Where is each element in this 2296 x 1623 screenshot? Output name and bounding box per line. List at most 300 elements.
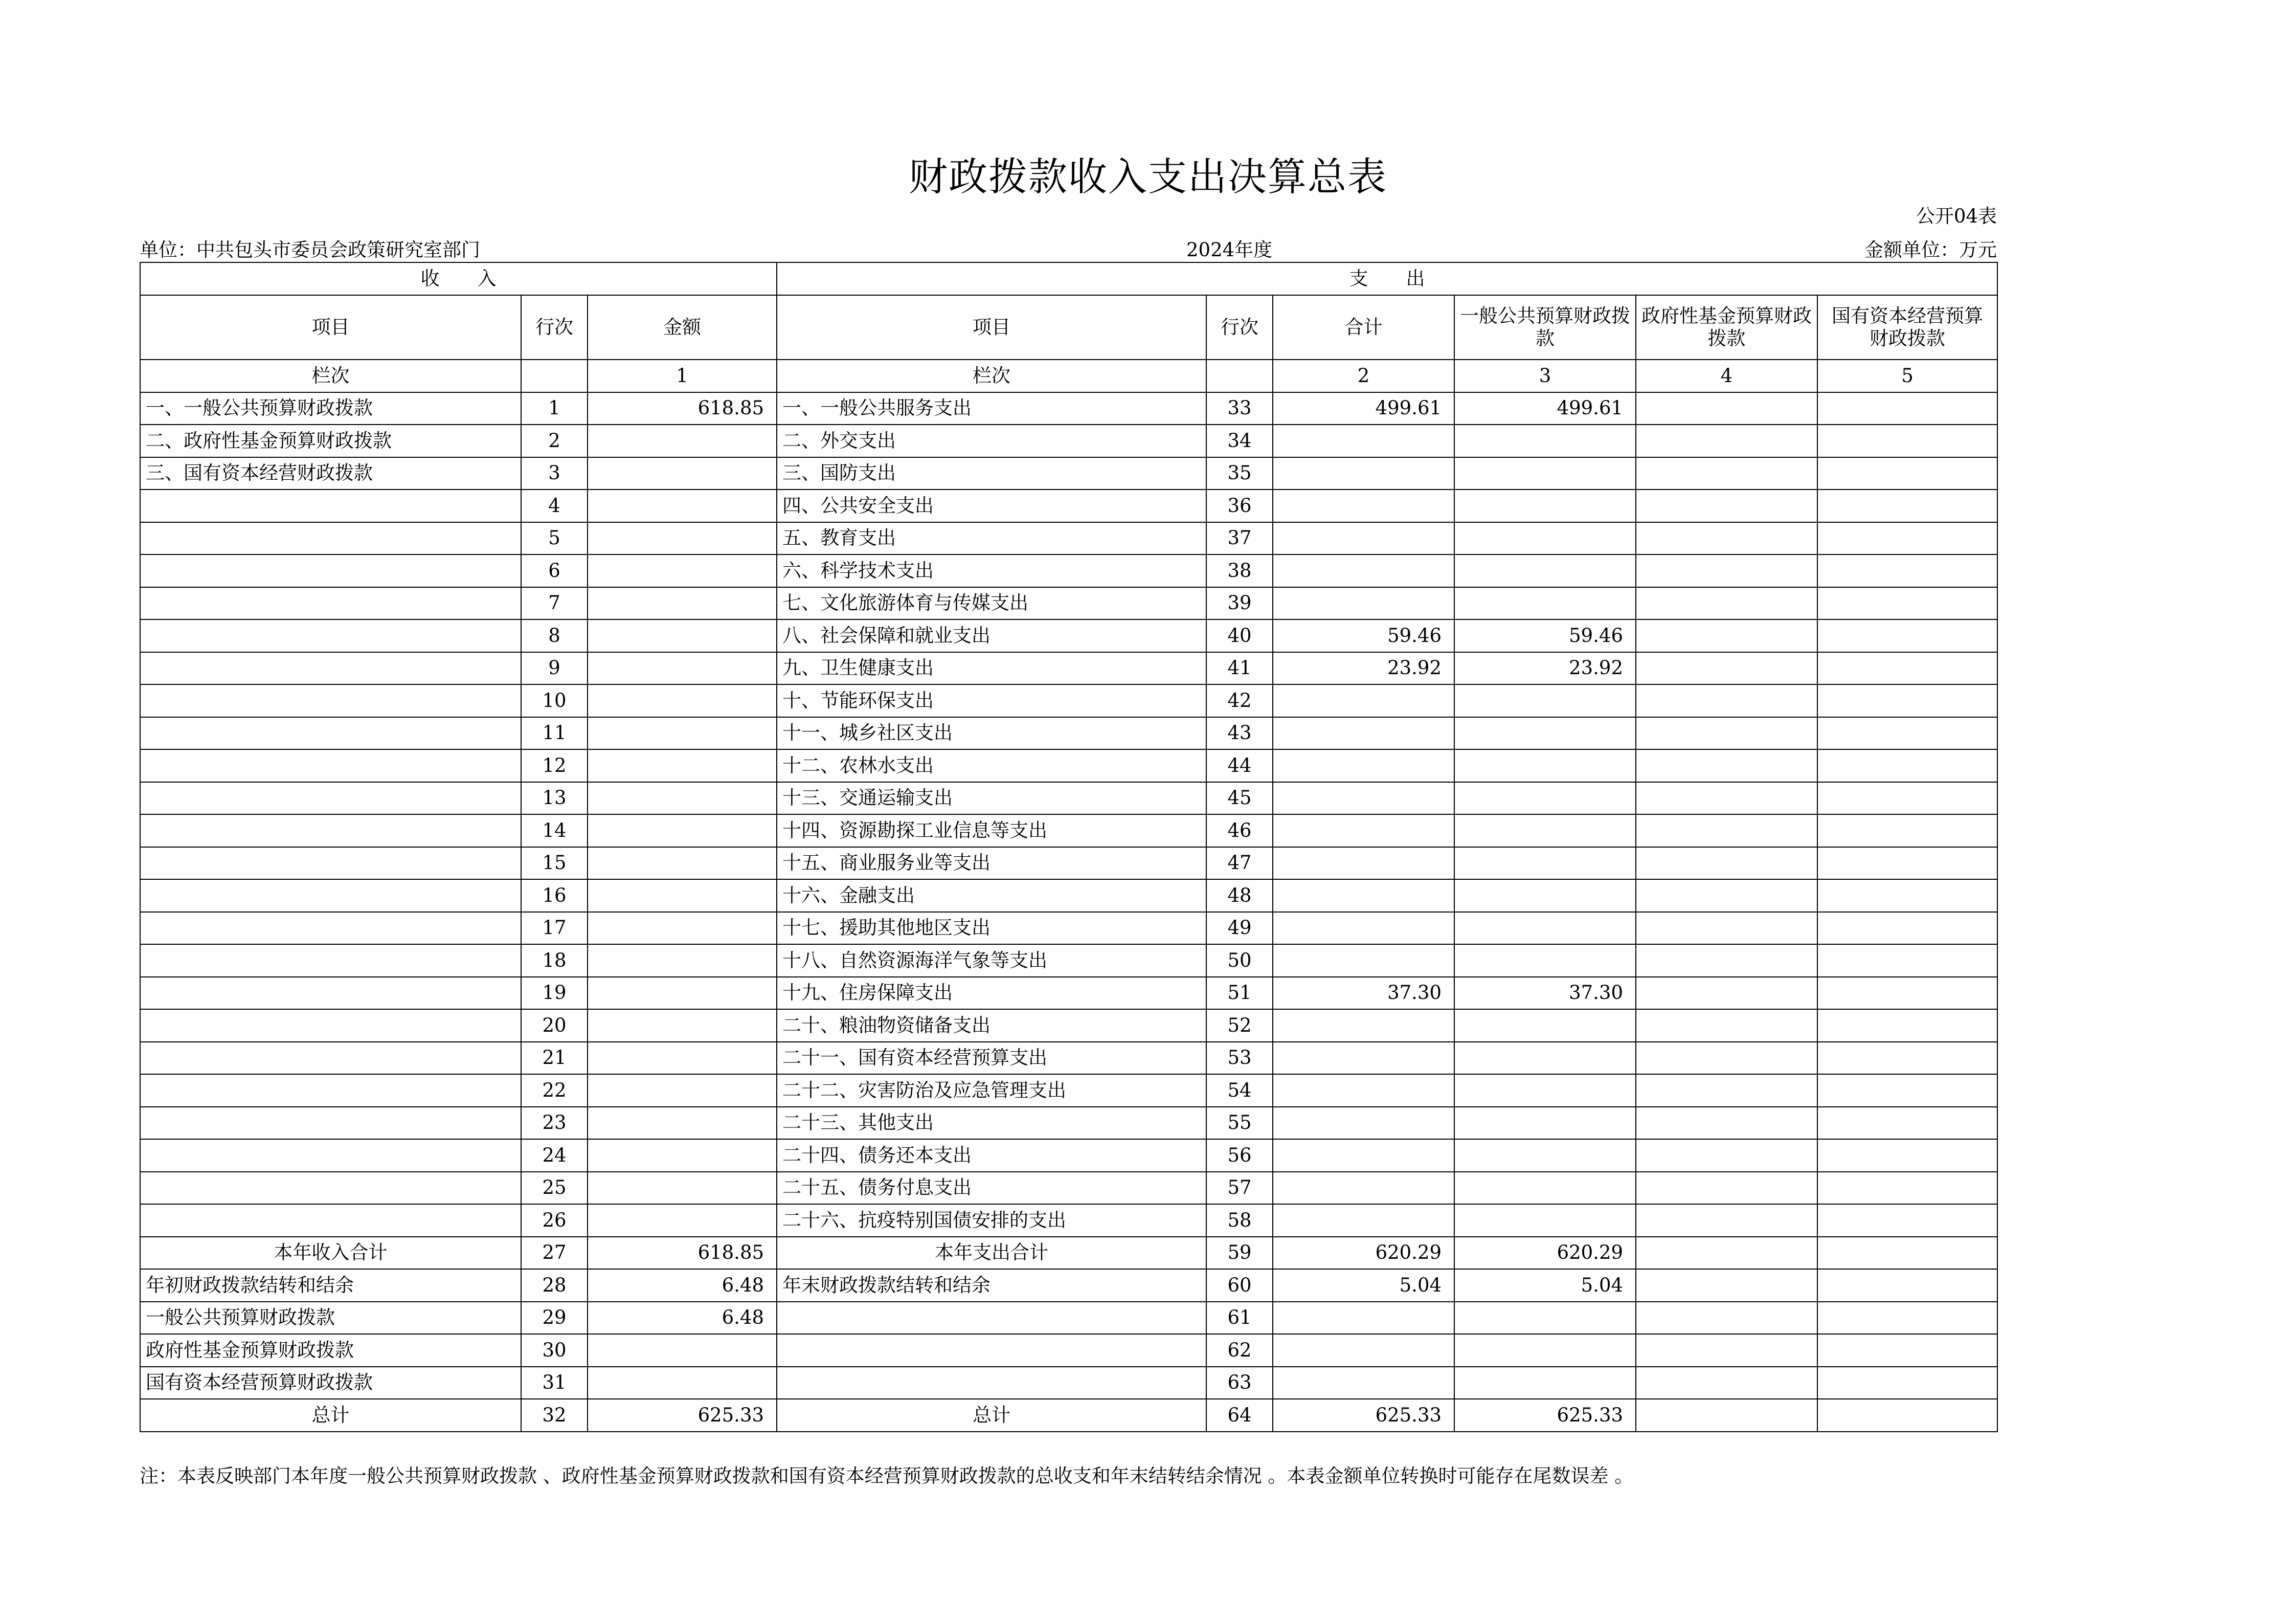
expense-fund-cell xyxy=(1636,587,1817,620)
expense-state-cell xyxy=(1817,425,1997,457)
expense-line-cell: 60 xyxy=(1206,1269,1273,1302)
table-row xyxy=(140,1009,1997,1042)
expense-line-cell: 48 xyxy=(1206,879,1273,912)
expense-fund-cell xyxy=(1636,1237,1817,1270)
expense-general-cell xyxy=(1454,1139,1636,1172)
expense-fund-cell xyxy=(1636,1009,1817,1042)
table-row xyxy=(140,1139,1997,1172)
expense-state-cell xyxy=(1817,1009,1997,1042)
expense-state-cell xyxy=(1817,522,1997,555)
expense-fund-cell xyxy=(1636,912,1817,945)
expense-state-cell xyxy=(1817,912,1997,945)
income-amount-cell xyxy=(588,717,777,750)
income-line-cell: 1 xyxy=(521,392,588,425)
income-line-cell: 27 xyxy=(521,1237,588,1270)
expense-general-cell: 5.04 xyxy=(1454,1269,1636,1302)
expense-total-cell xyxy=(1273,717,1454,750)
table-row xyxy=(140,587,1997,620)
expense-state-cell xyxy=(1817,847,1997,880)
expense-fund-cell xyxy=(1636,425,1817,457)
expense-state-cell xyxy=(1817,814,1997,847)
income-amount-cell xyxy=(588,944,777,977)
footnote: 注：本表反映部门本年度一般公共预算财政拨款 、政府性基金预算财政拨款和国有资本经营预算财政拨款的总收支和年末结转结余情况 。本表金额单位转换时可能存在尾数误差 。 xyxy=(140,1465,1634,1487)
income-line-cell: 5 xyxy=(521,522,588,555)
expense-total-cell xyxy=(1273,1074,1454,1107)
income-amount-cell xyxy=(588,652,777,685)
index-income-item: 栏次 xyxy=(140,360,521,392)
income-amount-cell xyxy=(588,912,777,945)
expense-line-cell: 34 xyxy=(1206,425,1273,457)
expense-state-cell xyxy=(1817,1269,1997,1302)
expense-item-cell: 十三、交通运输支出 xyxy=(777,782,1206,815)
column-index-row xyxy=(140,360,1997,392)
expense-item-cell: 十二、农林水支出 xyxy=(777,749,1206,782)
expense-fund-cell xyxy=(1636,944,1817,977)
expense-total-cell xyxy=(1273,1139,1454,1172)
expense-state-cell xyxy=(1817,944,1997,977)
expense-line-cell: 52 xyxy=(1206,1009,1273,1042)
table-row xyxy=(140,652,1997,685)
expense-fund-cell xyxy=(1636,554,1817,587)
expense-line-cell: 43 xyxy=(1206,717,1273,750)
expense-state-cell xyxy=(1817,1302,1997,1335)
income-line-cell: 4 xyxy=(521,490,588,522)
table-row xyxy=(140,1269,1997,1302)
column-header-row xyxy=(140,295,1997,360)
income-line-cell: 29 xyxy=(521,1302,588,1335)
table-row xyxy=(140,1302,1997,1335)
income-item-cell xyxy=(140,814,521,847)
income-item-cell xyxy=(140,684,521,717)
table-row xyxy=(140,879,1997,912)
income-line-cell: 17 xyxy=(521,912,588,945)
expense-state-cell xyxy=(1817,782,1997,815)
table-row xyxy=(140,490,1997,522)
expense-line-cell: 44 xyxy=(1206,749,1273,782)
table-row xyxy=(140,782,1997,815)
expense-item-cell: 二十五、债务付息支出 xyxy=(777,1172,1206,1205)
expense-total-cell xyxy=(1273,1302,1454,1335)
income-item-cell: 本年收入合计 xyxy=(140,1237,521,1270)
expense-item-cell: 十九、住房保障支出 xyxy=(777,977,1206,1010)
expense-state-cell xyxy=(1817,1172,1997,1205)
expense-line-cell: 49 xyxy=(1206,912,1273,945)
expense-total-cell xyxy=(1273,1334,1454,1367)
income-line-cell: 28 xyxy=(521,1269,588,1302)
income-line-cell: 9 xyxy=(521,652,588,685)
expense-item-cell: 八、社会保障和就业支出 xyxy=(777,619,1206,652)
expense-line-cell: 63 xyxy=(1206,1367,1273,1399)
expense-fund-cell xyxy=(1636,717,1817,750)
expense-item-cell: 十七、援助其他地区支出 xyxy=(777,912,1206,945)
expense-fund-cell xyxy=(1636,1334,1817,1367)
income-amount-cell xyxy=(588,1204,777,1237)
income-amount-cell xyxy=(588,587,777,620)
income-line-cell: 3 xyxy=(521,457,588,490)
expense-state-cell xyxy=(1817,554,1997,587)
income-line-cell: 15 xyxy=(521,847,588,880)
expense-item-cell: 十六、金融支出 xyxy=(777,879,1206,912)
table-row xyxy=(140,1074,1997,1107)
expense-total-cell: 625.33 xyxy=(1273,1399,1454,1432)
index-expense-total: 2 xyxy=(1273,360,1454,392)
expense-total-cell xyxy=(1273,684,1454,717)
expense-item-cell: 年末财政拨款结转和结余 xyxy=(777,1269,1206,1302)
table-row xyxy=(140,944,1997,977)
expense-general-cell xyxy=(1454,912,1636,945)
income-item-cell xyxy=(140,1172,521,1205)
expense-total-cell: 5.04 xyxy=(1273,1269,1454,1302)
income-amount-cell xyxy=(588,1107,777,1140)
expense-total-cell xyxy=(1273,1172,1454,1205)
expense-state-header: 国有资本经营预算财政拨款 xyxy=(1817,295,1997,360)
expense-general-cell: 37.30 xyxy=(1454,977,1636,1010)
expense-general-cell xyxy=(1454,1367,1636,1399)
expense-item-cell: 五、教育支出 xyxy=(777,522,1206,555)
expense-line-cell: 61 xyxy=(1206,1302,1273,1335)
table-row xyxy=(140,1204,1997,1237)
table-row xyxy=(140,1107,1997,1140)
income-amount-cell xyxy=(588,847,777,880)
expense-line-cell: 47 xyxy=(1206,847,1273,880)
expense-item-cell: 十八、自然资源海洋气象等支出 xyxy=(777,944,1206,977)
expense-line-cell: 57 xyxy=(1206,1172,1273,1205)
income-amount-cell xyxy=(588,457,777,490)
income-amount-cell xyxy=(588,1367,777,1399)
income-item-cell xyxy=(140,847,521,880)
expense-item-cell: 二十二、灾害防治及应急管理支出 xyxy=(777,1074,1206,1107)
expense-general-cell xyxy=(1454,425,1636,457)
income-amount-cell xyxy=(588,522,777,555)
expense-total-cell xyxy=(1273,587,1454,620)
income-line-cell: 18 xyxy=(521,944,588,977)
expense-general-cell xyxy=(1454,717,1636,750)
form-number: 公开04表 xyxy=(1916,205,1997,227)
expense-total-cell: 620.29 xyxy=(1273,1237,1454,1270)
expense-item-cell xyxy=(777,1302,1206,1335)
expense-item-cell: 二十六、抗疫特别国债安排的支出 xyxy=(777,1204,1206,1237)
expense-general-cell xyxy=(1454,1074,1636,1107)
expense-general-cell xyxy=(1454,554,1636,587)
income-item-cell xyxy=(140,1074,521,1107)
expense-total-cell xyxy=(1273,912,1454,945)
expense-total-cell xyxy=(1273,944,1454,977)
expense-state-cell xyxy=(1817,977,1997,1010)
expense-state-cell xyxy=(1817,490,1997,522)
expense-fund-cell xyxy=(1636,457,1817,490)
expense-line-cell: 56 xyxy=(1206,1139,1273,1172)
expense-general-cell xyxy=(1454,1172,1636,1205)
income-amount-cell xyxy=(588,1139,777,1172)
income-line-cell: 2 xyxy=(521,425,588,457)
year-label: 2024年度 xyxy=(1186,239,1273,261)
expense-total-cell xyxy=(1273,1204,1454,1237)
table-row xyxy=(140,847,1997,880)
income-item-cell: 一、一般公共预算财政拨款 xyxy=(140,392,521,425)
table-row xyxy=(140,1367,1997,1399)
expense-item-cell: 十四、资源勘探工业信息等支出 xyxy=(777,814,1206,847)
expense-item-cell: 二十、粮油物资储备支出 xyxy=(777,1009,1206,1042)
expense-state-cell xyxy=(1817,1334,1997,1367)
income-item-cell: 总计 xyxy=(140,1399,521,1432)
income-line-cell: 25 xyxy=(521,1172,588,1205)
expense-general-cell xyxy=(1454,490,1636,522)
expense-total-cell: 23.92 xyxy=(1273,652,1454,685)
income-amount-cell xyxy=(588,879,777,912)
expense-item-cell: 十五、商业服务业等支出 xyxy=(777,847,1206,880)
expense-line-cell: 36 xyxy=(1206,490,1273,522)
expense-line-cell: 50 xyxy=(1206,944,1273,977)
expense-total-cell xyxy=(1273,847,1454,880)
income-item-cell xyxy=(140,1107,521,1140)
expense-fund-cell xyxy=(1636,814,1817,847)
income-item-cell: 年初财政拨款结转和结余 xyxy=(140,1269,521,1302)
index-expense-state: 5 xyxy=(1817,360,1997,392)
expense-total-cell xyxy=(1273,522,1454,555)
income-line-header: 行次 xyxy=(521,295,588,360)
income-line-cell: 11 xyxy=(521,717,588,750)
income-line-cell: 16 xyxy=(521,879,588,912)
income-item-cell xyxy=(140,652,521,685)
expense-general-cell: 499.61 xyxy=(1454,392,1636,425)
expense-item-cell: 一、一般公共服务支出 xyxy=(777,392,1206,425)
income-amount-cell: 6.48 xyxy=(588,1269,777,1302)
expense-total-cell: 59.46 xyxy=(1273,619,1454,652)
expense-fund-cell xyxy=(1636,1269,1817,1302)
expense-fund-cell xyxy=(1636,684,1817,717)
income-line-cell: 31 xyxy=(521,1367,588,1399)
income-line-cell: 20 xyxy=(521,1009,588,1042)
index-expense-general: 3 xyxy=(1454,360,1636,392)
expense-fund-header: 政府性基金预算财政拨款 xyxy=(1636,295,1817,360)
expense-item-cell: 二十三、其他支出 xyxy=(777,1107,1206,1140)
expense-fund-cell xyxy=(1636,1139,1817,1172)
index-expense-line xyxy=(1206,360,1273,392)
index-income-amount: 1 xyxy=(588,360,777,392)
table-row xyxy=(140,814,1997,847)
expense-total-cell: 499.61 xyxy=(1273,392,1454,425)
income-amount-cell xyxy=(588,1334,777,1367)
expense-fund-cell xyxy=(1636,847,1817,880)
expense-state-cell xyxy=(1817,1107,1997,1140)
income-amount-cell xyxy=(588,782,777,815)
expense-general-cell xyxy=(1454,587,1636,620)
expense-state-cell xyxy=(1817,1042,1997,1075)
income-item-cell xyxy=(140,587,521,620)
table-row xyxy=(140,977,1997,1010)
expense-general-cell xyxy=(1454,457,1636,490)
income-item-cell xyxy=(140,554,521,587)
income-section-header: 收 入 xyxy=(140,262,777,295)
expense-line-cell: 33 xyxy=(1206,392,1273,425)
expense-total-cell xyxy=(1273,1042,1454,1075)
expense-line-cell: 51 xyxy=(1206,977,1273,1010)
expense-item-cell xyxy=(777,1367,1206,1399)
income-line-cell: 19 xyxy=(521,977,588,1010)
table-row xyxy=(140,912,1997,945)
expense-line-cell: 35 xyxy=(1206,457,1273,490)
income-amount-cell: 618.85 xyxy=(588,1237,777,1270)
income-item-cell xyxy=(140,1204,521,1237)
expense-line-cell: 62 xyxy=(1206,1334,1273,1367)
table-row xyxy=(140,457,1997,490)
expense-state-cell xyxy=(1817,1204,1997,1237)
expense-total-cell xyxy=(1273,554,1454,587)
expense-line-cell: 46 xyxy=(1206,814,1273,847)
index-expense-fund: 4 xyxy=(1636,360,1817,392)
income-item-cell xyxy=(140,879,521,912)
expense-state-cell xyxy=(1817,587,1997,620)
expense-line-header: 行次 xyxy=(1206,295,1273,360)
expense-fund-cell xyxy=(1636,1302,1817,1335)
expense-general-cell: 620.29 xyxy=(1454,1237,1636,1270)
table-row xyxy=(140,1042,1997,1075)
income-amount-cell xyxy=(588,1074,777,1107)
expense-line-cell: 64 xyxy=(1206,1399,1273,1432)
income-item-cell xyxy=(140,977,521,1010)
income-item-cell: 政府性基金预算财政拨款 xyxy=(140,1334,521,1367)
table-row xyxy=(140,684,1997,717)
income-amount-cell: 618.85 xyxy=(588,392,777,425)
income-line-cell: 6 xyxy=(521,554,588,587)
expense-line-cell: 55 xyxy=(1206,1107,1273,1140)
table-row xyxy=(140,522,1997,555)
expense-line-cell: 53 xyxy=(1206,1042,1273,1075)
income-line-cell: 7 xyxy=(521,587,588,620)
index-expense-item: 栏次 xyxy=(777,360,1206,392)
income-item-cell: 二、政府性基金预算财政拨款 xyxy=(140,425,521,457)
income-item-cell xyxy=(140,912,521,945)
expense-general-cell xyxy=(1454,1204,1636,1237)
expense-fund-cell xyxy=(1636,1107,1817,1140)
expense-state-cell xyxy=(1817,717,1997,750)
income-amount-header: 金额 xyxy=(588,295,777,360)
expense-total-cell xyxy=(1273,879,1454,912)
expense-line-cell: 39 xyxy=(1206,587,1273,620)
expense-state-cell xyxy=(1817,1367,1997,1399)
expense-fund-cell xyxy=(1636,977,1817,1010)
expense-line-cell: 45 xyxy=(1206,782,1273,815)
income-line-cell: 21 xyxy=(521,1042,588,1075)
expense-item-cell: 二、外交支出 xyxy=(777,425,1206,457)
expense-state-cell xyxy=(1817,652,1997,685)
table-row xyxy=(140,425,1997,457)
income-line-cell: 23 xyxy=(521,1107,588,1140)
expense-section-header: 支 出 xyxy=(777,262,1997,295)
income-item-cell xyxy=(140,619,521,652)
income-amount-cell xyxy=(588,749,777,782)
income-item-cell xyxy=(140,522,521,555)
expense-fund-cell xyxy=(1636,619,1817,652)
expense-state-cell xyxy=(1817,619,1997,652)
expense-fund-cell xyxy=(1636,522,1817,555)
expense-item-cell: 二十四、债务还本支出 xyxy=(777,1139,1206,1172)
income-item-cell: 三、国有资本经营财政拨款 xyxy=(140,457,521,490)
expense-fund-cell xyxy=(1636,490,1817,522)
expense-general-cell xyxy=(1454,522,1636,555)
expense-total-header: 合计 xyxy=(1273,295,1454,360)
expense-general-cell xyxy=(1454,1302,1636,1335)
expense-item-cell: 十、节能环保支出 xyxy=(777,684,1206,717)
income-item-cell xyxy=(140,944,521,977)
expense-general-cell: 59.46 xyxy=(1454,619,1636,652)
unit-label: 单位：中共包头市委员会政策研究室部门 xyxy=(140,239,480,261)
expense-item-cell: 总计 xyxy=(777,1399,1206,1432)
expense-general-cell xyxy=(1454,847,1636,880)
income-item-cell xyxy=(140,782,521,815)
expense-state-cell xyxy=(1817,1139,1997,1172)
expense-general-cell xyxy=(1454,749,1636,782)
income-amount-cell xyxy=(588,1042,777,1075)
income-amount-cell: 6.48 xyxy=(588,1302,777,1335)
expense-general-header: 一般公共预算财政拨款 xyxy=(1454,295,1636,360)
expense-general-cell xyxy=(1454,1042,1636,1075)
expense-item-cell: 九、卫生健康支出 xyxy=(777,652,1206,685)
expense-state-cell xyxy=(1817,1074,1997,1107)
expense-item-cell: 本年支出合计 xyxy=(777,1237,1206,1270)
table-row xyxy=(140,1237,1997,1270)
expense-fund-cell xyxy=(1636,1204,1817,1237)
expense-general-cell xyxy=(1454,1107,1636,1140)
expense-state-cell xyxy=(1817,1399,1997,1432)
income-amount-cell xyxy=(588,814,777,847)
income-amount-cell xyxy=(588,977,777,1010)
expense-fund-cell xyxy=(1636,1172,1817,1205)
budget-table xyxy=(140,262,1998,1432)
expense-item-cell: 六、科学技术支出 xyxy=(777,554,1206,587)
expense-item-cell xyxy=(777,1334,1206,1367)
table-row xyxy=(140,554,1997,587)
expense-state-cell xyxy=(1817,749,1997,782)
income-item-header: 项目 xyxy=(140,295,521,360)
index-income-line xyxy=(521,360,588,392)
expense-total-cell xyxy=(1273,814,1454,847)
expense-item-cell: 三、国防支出 xyxy=(777,457,1206,490)
expense-general-cell xyxy=(1454,1334,1636,1367)
expense-line-cell: 42 xyxy=(1206,684,1273,717)
expense-fund-cell xyxy=(1636,1367,1817,1399)
expense-fund-cell xyxy=(1636,652,1817,685)
income-item-cell xyxy=(140,490,521,522)
expense-state-cell xyxy=(1817,879,1997,912)
income-line-cell: 10 xyxy=(521,684,588,717)
expense-line-cell: 59 xyxy=(1206,1237,1273,1270)
expense-state-cell xyxy=(1817,1237,1997,1270)
table-row xyxy=(140,619,1997,652)
table-row xyxy=(140,717,1997,750)
income-line-cell: 24 xyxy=(521,1139,588,1172)
income-amount-cell xyxy=(588,619,777,652)
expense-general-cell xyxy=(1454,1009,1636,1042)
income-line-cell: 8 xyxy=(521,619,588,652)
expense-state-cell xyxy=(1817,457,1997,490)
expense-total-cell xyxy=(1273,1107,1454,1140)
expense-general-cell: 625.33 xyxy=(1454,1399,1636,1432)
expense-state-cell xyxy=(1817,392,1997,425)
income-line-cell: 13 xyxy=(521,782,588,815)
income-item-cell xyxy=(140,1139,521,1172)
table-row xyxy=(140,1172,1997,1205)
income-amount-cell xyxy=(588,425,777,457)
expense-line-cell: 54 xyxy=(1206,1074,1273,1107)
expense-item-cell: 四、公共安全支出 xyxy=(777,490,1206,522)
expense-line-cell: 38 xyxy=(1206,554,1273,587)
income-amount-cell: 625.33 xyxy=(588,1399,777,1432)
expense-total-cell xyxy=(1273,425,1454,457)
income-line-cell: 12 xyxy=(521,749,588,782)
expense-line-cell: 58 xyxy=(1206,1204,1273,1237)
expense-total-cell xyxy=(1273,1367,1454,1399)
